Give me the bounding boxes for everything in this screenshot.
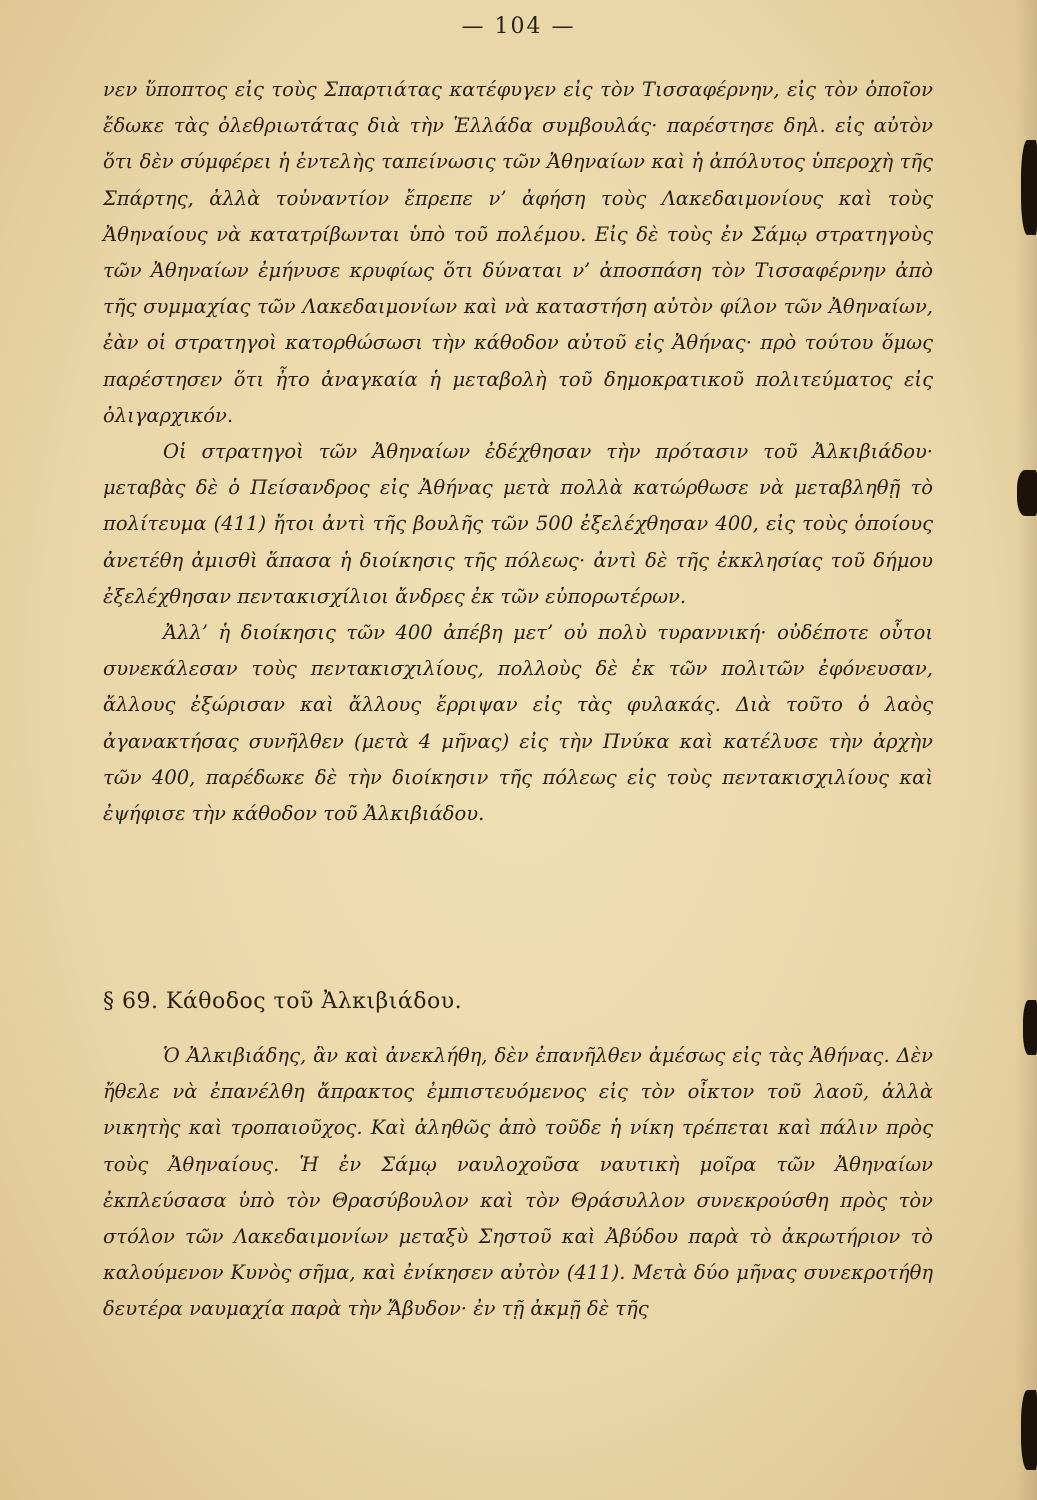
page-edge-damage [1021, 140, 1037, 235]
page-edge-damage [1017, 470, 1037, 516]
paragraph: νεν ὕποπτος εἰς τοὺς Σπαρτιάτας κατέφυγεν εἰς τὸν Τισσαφέρνην, εἰς τὸν ὁποῖον ἔδωκε τὰς ὀλεθριωτάτας διὰ τὴν Ἑλλάδα συμβουλάς· παρέστησε δηλ. εἰς αὐτὸν ὅτι δὲν σύμφέρει ἡ ἐντελὴς ταπείνωσις τῶν Ἀθηναίων καὶ ἡ ἀπόλυτος ὑπεροχὴ τῆς Σπάρτης, ἀλλὰ τοὐναντίον ἔπρεπε ν’ ἀφήση τοὺς Λακεδαιμονίους καὶ τοὺς Ἀθηναίους νὰ κατατρίβωνται ὑπὸ τοῦ πολέμου. Εἰς δὲ τοὺς ἐν Σάμῳ στρατηγοὺς τῶν Ἀθηναίων ἐμήνυσε κρυφίως ὅτι δύναται ν’ ἀποσπάση τὸν Τισσαφέρνην ἀπὸ τῆς συμμαχίας τῶν Λακεδαιμονίων καὶ νὰ καταστήση αὐτὸν φίλον τῶν Ἀθηναίων, ἐὰν οἱ στρατηγοὶ κατορθώσωσι τὴν κάθοδον αὐτοῦ εἰς Ἀθήνας· πρὸ τούτου ὅμως παρέστησεν ὅτι ἦτο ἀναγκαία ἡ μεταβολὴ τοῦ δημοκρατικοῦ πολιτεύματος εἰς ὀλιγαρχικόν. [103, 78, 933, 427]
page-edge-damage [1023, 1000, 1037, 1055]
page-edge-damage [1021, 1390, 1037, 1470]
paragraph: Οἱ στρατηγοὶ τῶν Ἀθηναίων ἐδέχθησαν τὴν πρότασιν τοῦ Ἀλκιβιάδου· μεταβὰς δὲ ὁ Πείσανδρος εἰς Ἀθήνας μετὰ πολλὰ κατώρθωσε νὰ μεταβληθῇ τὸ πολίτευμα (411) ἤτοι ἀντὶ τῆς βουλῆς τῶν 500 ἐξελέχθησαν 400, εἰς τοὺς ὁποίους ἀνετέθη ἀμισθὶ ἅπασα ἡ διοίκησις τῆς πόλεως· ἀντὶ δὲ τῆς ἐκκλησίας τοῦ δήμου ἐξελέχθησαν πεντακισχίλιοι ἄνδρες ἐκ τῶν εὐπορωτέρων. [103, 440, 933, 608]
section-heading-block [103, 984, 933, 1020]
body-text-bottom [103, 1038, 933, 1328]
page-number: — 104 — [461, 14, 576, 39]
paragraph: Ἀλλ’ ἡ διοίκησις τῶν 400 ἀπέβη μετ’ οὐ πολὺ τυραννική· οὐδέποτε οὗτοι συνεκάλεσαν τοὺς πεντακισχιλίους, πολλοὺς δὲ ἐκ τῶν πολιτῶν ἐφόνευσαν, ἄλλους ἐξώρισαν καὶ ἄλλους ἔρριψαν εἰς τὰς φυλακάς. Διὰ τοῦτο ὁ λαὸς ἀγανακτήσας συνῆλθεν (μετὰ 4 μῆνας) εἰς τὴν Πνύκα καὶ κατέλυσε τὴν ἀρχὴν τῶν 400, παρέδωκε δὲ τὴν διοίκησιν τῆς πόλεως εἰς τοὺς πεντακισχιλίους καὶ ἐψήφισε τὴν κάθοδον τοῦ Ἀλκιβιάδου. [103, 621, 933, 826]
section-heading: § 69. Κάθοδος τοῦ Ἀλκιβιάδου. [103, 989, 463, 1014]
paragraph: Ὁ Ἀλκιβιάδης, ἂν καὶ ἀνεκλήθη, δὲν ἐπανῆλθεν ἀμέσως εἰς τὰς Ἀθήνας. Δὲν ἤθελε νὰ ἐπανέλθη ἄπρακτος ἐμπιστευόμενος εἰς τὸν οἶκτον τοῦ λαοῦ, ἀλλὰ νικητὴς καὶ τροπαιοῦχος. Καὶ ἀληθῶς ἀπὸ τοῦδε ἡ νίκη τρέπεται καὶ πάλιν πρὸς τοὺς Ἀθηναίους. Ἡ ἐν Σάμῳ ναυλοχοῦσα ναυτικὴ μοῖρα τῶν Ἀθηναίων ἐκπλεύσασα ὑπὸ τὸν Θρασύβουλον καὶ τὸν Θράσυλλον συνεκρούσθη πρὸς τὸν στόλον τῶν Λακεδαιμονίων μεταξὺ Σηστοῦ καὶ Ἀβύδου παρὰ τὸ ἀκρωτήριον τὸ καλούμενον Κυνὸς σῆμα, καὶ ἐνίκησεν αὐτὸν (411). Μετὰ δύο μῆνας συνεκροτήθη δευτέρα ναυμαχία παρὰ τὴν Ἄβυδον· ἐν τῇ ἀκμῇ δὲ τῆς [103, 1044, 933, 1321]
body-text-top [103, 72, 933, 832]
